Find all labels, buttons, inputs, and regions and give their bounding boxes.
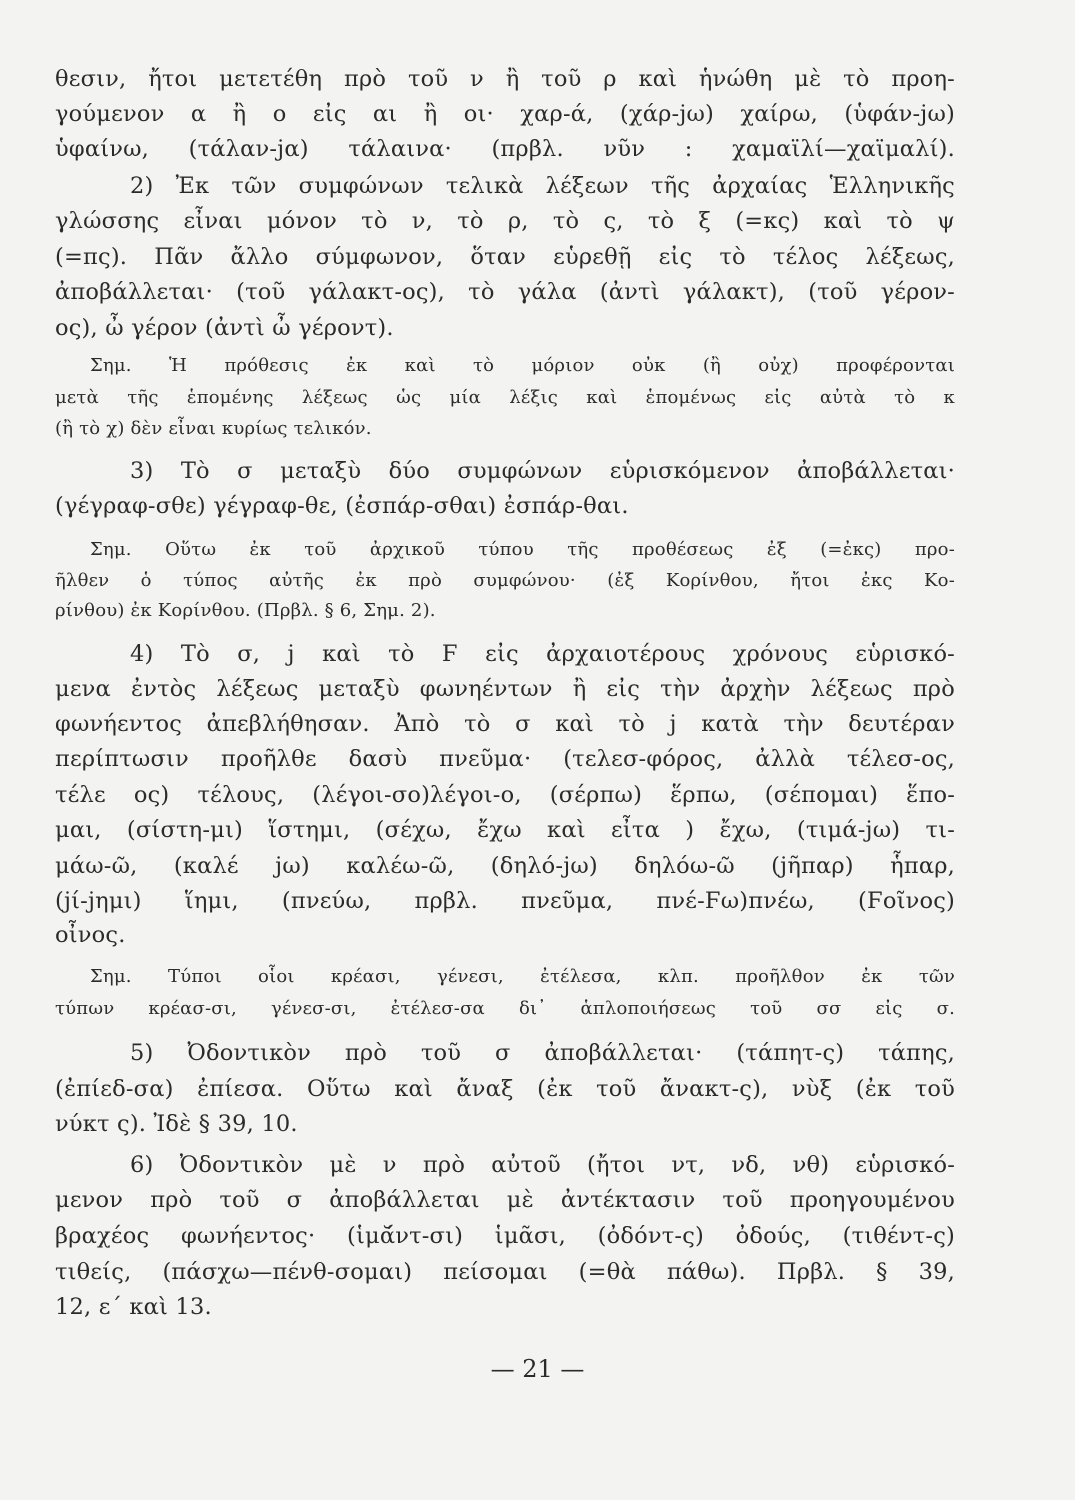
text-line: μενον πρὸ τοῦ σ ἀποβάλλεται μὲ ἀντέκτασιν τοῦ προηγουμένου — [55, 1187, 955, 1213]
text-line: οἶνος. — [55, 922, 126, 948]
text-line: φωνήεντος ἀπεβλήθησαν. Ἀπὸ τὸ σ καὶ τὸ j κατὰ τὴν δευτέραν — [55, 711, 955, 737]
note-line: ρίνθου) ἐκ Κορίνθου. (Πρβλ. § 6, Σημ. 2). — [55, 600, 436, 621]
text-line: βραχέος φωνήεντος· (ἱμᾰ́ντ-σι) ἱμᾶσι, (ὀδόντ-ς) ὀδούς, (τιθέντ-ς) — [55, 1223, 955, 1249]
text-line: 12, ε΄ καὶ 13. — [55, 1294, 212, 1320]
text-line: μαι, (σίστη-μι) ἵστημι, (σέχω, ἔχω καὶ εἶτα ) ἔχω, (τιμά-jω) τι- — [55, 817, 955, 843]
text-line: (jί-jημι) ἵημι, (πνεύω, πρβλ. πνεῦμα, πνέ-Ϝω)πνέω, (Ϝοῖνος) — [55, 888, 955, 914]
text-line: γλώσσης εἶναι μόνον τὸ ν, τὸ ρ, τὸ ς, τὸ ξ (=κς) καὶ τὸ ψ — [55, 208, 955, 234]
text-line: (ἐπίεδ-σα) ἐπίεσα. Οὕτω καὶ ἄναξ (ἐκ τοῦ ἄνακτ-ς), νὺξ (ἐκ τοῦ — [55, 1076, 955, 1102]
note-line: μετὰ τῆς ἑπομένης λέξεως ὡς μία λέξις καὶ ἑπομένως εἰς αὐτὰ τὸ κ — [55, 387, 955, 408]
text-line: (=πς). Πᾶν ἄλλο σύμφωνον, ὅταν εὑρεθῇ εἰς τὸ τέλος λέξεως, — [55, 244, 955, 270]
text-line: περίπτωσιν προῆλθε δασὺ πνεῦμα· (τελεσ-φόρος, ἀλλὰ τέλεσ-ος, — [55, 746, 955, 772]
text-line: ὑφαίνω, (τάλαν-jα) τάλαινα· (πρβλ. νῦν : χαμαϊλί—χαϊμαλί). — [55, 136, 955, 162]
text-line: θεσιν, ἤτοι μετετέθη πρὸ τοῦ ν ἢ τοῦ ρ καὶ ἡνώθη μὲ τὸ προη- — [55, 66, 955, 92]
text-line: ος), ὦ γέρον (ἀντὶ ὦ γέροντ). — [55, 315, 394, 341]
note-line: Σημ. Ἡ πρόθεσις ἐκ καὶ τὸ μόριον οὐκ (ἢ οὐχ) προφέρονται — [90, 355, 955, 376]
text-line: γούμενον α ἢ ο εἰς αι ἢ οι· χαρ-ά, (χάρ-jω) χαίρω, (ὑφάν-jω) — [55, 101, 955, 127]
text-line: μάω-ῶ, (καλέ jω) καλέω-ῶ, (δηλό-jω) δηλόω-ῶ (jῆπαρ) ἧπαρ, — [55, 853, 955, 879]
note-line: (ἢ τὸ χ) δὲν εἶναι κυρίως τελικόν. — [55, 418, 372, 439]
text-line: νύκτ ς). Ἰδὲ § 39, 10. — [55, 1111, 298, 1137]
note-line: ῆλθεν ὁ τύπος αὐτῆς ἐκ πρὸ συμφώνου· (ἐξ Κορίνθου, ἤτοι ἐκς Κο- — [55, 570, 955, 591]
note-line: τύπων κρέασ-σι, γένεσ-σι, ἐτέλεσ-σα δι᾽ ἁπλοποιήσεως τοῦ σσ εἰς σ. — [55, 998, 955, 1019]
note-line: Σημ. Τύποι οἷοι κρέασι, γένεσι, ἐτέλεσα, κλπ. προῆλθον ἐκ τῶν — [90, 966, 955, 987]
text-line: 6) Ὀδοντικὸν μὲ ν πρὸ αὐτοῦ (ἤτοι ντ, νδ, νθ) εὑρισκό- — [130, 1152, 955, 1178]
text-line: τιθείς, (πάσχω—πένθ-σομαι) πείσομαι (=θὰ πάθω). Πρβλ. § 39, — [55, 1259, 955, 1285]
text-line: 3) Τὸ σ μεταξὺ δύο συμφώνων εὑρισκόμενον ἀποβάλλεται· — [130, 458, 955, 484]
text-line: ἀποβάλλεται· (τοῦ γάλακτ-ος), τὸ γάλα (ἀντὶ γάλακτ), (τοῦ γέρον- — [55, 279, 955, 305]
page-number: — 21 — — [490, 1355, 585, 1383]
text-line: 4) Τὸ σ, j καὶ τὸ Ϝ εἰς ἀρχαιοτέρους χρόνους εὑρισκό- — [130, 641, 955, 667]
text-line: (γέγραφ-σθε) γέγραφ-θε, (ἐσπάρ-σθαι) ἐσπάρ-θαι. — [55, 493, 629, 519]
text-line: τέλε ος) τέλους, (λέγοι-σο)λέγοι-ο, (σέρπω) ἕρπω, (σέπομαι) ἕπο- — [55, 782, 955, 808]
text-line: 5) Ὀδοντικὸν πρὸ τοῦ σ ἀποβάλλεται· (τάπητ-ς) τάπης, — [130, 1040, 955, 1066]
text-line: μενα ἐντὸς λέξεως μεταξὺ φωνηέντων ἢ εἰς τὴν ἀρχὴν λέξεως πρὸ — [55, 676, 955, 702]
note-line: Σημ. Οὕτω ἐκ τοῦ ἀρχικοῦ τύπου τῆς προθέσεως ἐξ (=ἐκς) προ- — [90, 539, 955, 560]
text-line: 2) Ἐκ τῶν συμφώνων τελικὰ λέξεων τῆς ἀρχαίας Ἑλληνικῆς — [130, 173, 955, 199]
